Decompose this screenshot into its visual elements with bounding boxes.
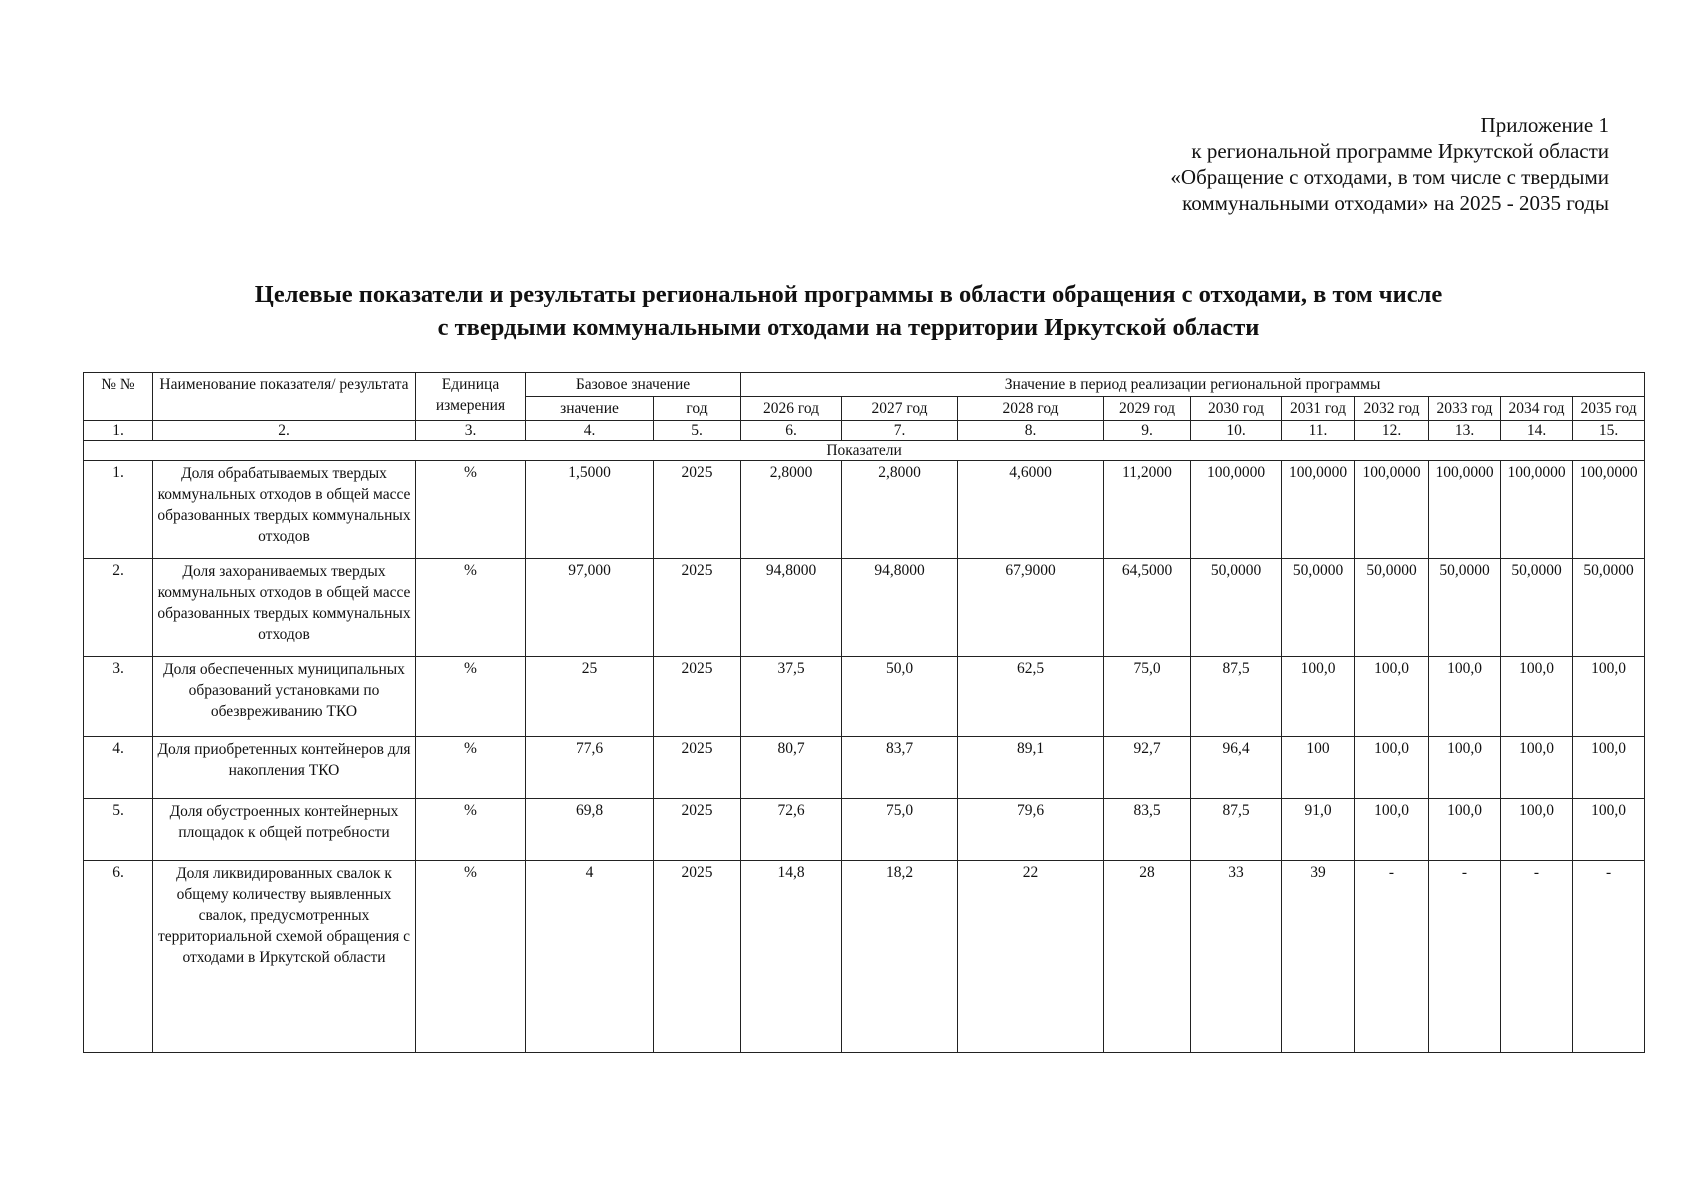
column-number: 15. (1573, 421, 1645, 441)
appendix-line: «Обращение с отходами, в том числе с твердыми (1170, 165, 1609, 189)
row-value: 50,0000 (1191, 559, 1282, 657)
column-number: 10. (1191, 421, 1282, 441)
row-value: 14,8 (741, 861, 842, 1053)
row-value: 100,0000 (1282, 461, 1355, 559)
header-year: 2033 год (1429, 397, 1501, 421)
row-value: 62,5 (958, 657, 1104, 737)
row-base-year: 2025 (654, 461, 741, 559)
section-label: Показатели (84, 441, 1645, 461)
row-value: 4,6000 (958, 461, 1104, 559)
row-value: 100,0000 (1573, 461, 1645, 559)
row-value: 92,7 (1104, 737, 1191, 799)
row-unit: % (416, 461, 526, 559)
header-row-top (84, 373, 1645, 397)
row-value: 80,7 (741, 737, 842, 799)
header-base-year: год (654, 397, 741, 421)
column-number: 2. (153, 421, 416, 441)
row-value: 64,5000 (1104, 559, 1191, 657)
column-number: 1. (84, 421, 153, 441)
column-number: 5. (654, 421, 741, 441)
header-unit: Единица измерения (416, 373, 526, 421)
table-row (84, 559, 1645, 657)
row-value: 39 (1282, 861, 1355, 1053)
header-name: Наименование показателя/ результата (153, 373, 416, 421)
row-value: 91,0 (1282, 799, 1355, 861)
row-base-value: 25 (526, 657, 654, 737)
row-value: 28 (1104, 861, 1191, 1053)
row-num: 4. (84, 737, 153, 799)
row-value: 100,0 (1355, 657, 1429, 737)
row-name: Доля обеспеченных муниципальных образований установками по обезвреживанию ТКО (153, 657, 416, 737)
row-value: 100,0 (1355, 737, 1429, 799)
row-base-year: 2025 (654, 657, 741, 737)
row-value: 75,0 (1104, 657, 1191, 737)
table-row (84, 461, 1645, 559)
row-value: 89,1 (958, 737, 1104, 799)
header-year: 2030 год (1191, 397, 1282, 421)
row-value: 100,0000 (1191, 461, 1282, 559)
row-num: 2. (84, 559, 153, 657)
row-value: 33 (1191, 861, 1282, 1053)
header-base-value: значение (526, 397, 654, 421)
row-base-value: 77,6 (526, 737, 654, 799)
column-number: 13. (1429, 421, 1501, 441)
indicators-table (83, 372, 1645, 1053)
row-base-value: 69,8 (526, 799, 654, 861)
row-value: - (1573, 861, 1645, 1053)
row-value: 100,0 (1429, 737, 1501, 799)
row-value: 67,9000 (958, 559, 1104, 657)
row-value: 100,0 (1573, 657, 1645, 737)
header-base: Базовое значение (526, 373, 741, 397)
row-value: 100,0000 (1355, 461, 1429, 559)
header-year: 2028 год (958, 397, 1104, 421)
row-base-year: 2025 (654, 737, 741, 799)
row-base-year: 2025 (654, 559, 741, 657)
row-value: 50,0000 (1573, 559, 1645, 657)
title-line: с твердыми коммунальными отходами на территории Иркутской области (437, 314, 1260, 341)
row-name: Доля обустроенных контейнерных площадок к общей потребности (153, 799, 416, 861)
appendix-note (1170, 112, 1609, 216)
row-value: 83,5 (1104, 799, 1191, 861)
column-number: 12. (1355, 421, 1429, 441)
row-name: Доля обрабатываемых твердых коммунальных отходов в общей массе образованных твердых коммунальных отходов (153, 461, 416, 559)
row-value: 75,0 (842, 799, 958, 861)
row-num: 1. (84, 461, 153, 559)
row-value: 83,7 (842, 737, 958, 799)
row-unit: % (416, 737, 526, 799)
table-row (84, 861, 1645, 1053)
row-value: - (1355, 861, 1429, 1053)
row-value: 96,4 (1191, 737, 1282, 799)
row-value: 50,0000 (1429, 559, 1501, 657)
row-name: Доля приобретенных контейнеров для накопления ТКО (153, 737, 416, 799)
table-row (84, 799, 1645, 861)
row-value: 100,0 (1501, 737, 1573, 799)
appendix-line: коммунальными отходами» на 2025 - 2035 годы (1182, 191, 1609, 215)
row-value: 100,0 (1282, 657, 1355, 737)
row-value: 100,0 (1501, 657, 1573, 737)
row-base-value: 97,000 (526, 559, 654, 657)
row-value: - (1429, 861, 1501, 1053)
row-base-value: 1,5000 (526, 461, 654, 559)
column-number-row (84, 421, 1645, 441)
row-value: 94,8000 (842, 559, 958, 657)
row-unit: % (416, 799, 526, 861)
row-num: 3. (84, 657, 153, 737)
row-value: 100,0 (1501, 799, 1573, 861)
column-number: 3. (416, 421, 526, 441)
row-value: 11,2000 (1104, 461, 1191, 559)
column-number: 9. (1104, 421, 1191, 441)
column-number: 11. (1282, 421, 1355, 441)
row-name: Доля захораниваемых твердых коммунальных отходов в общей массе образованных твердых коммунальных отходов (153, 559, 416, 657)
document-title (0, 278, 1697, 344)
row-base-value: 4 (526, 861, 654, 1053)
row-value: 50,0 (842, 657, 958, 737)
row-value: 87,5 (1191, 799, 1282, 861)
column-number: 14. (1501, 421, 1573, 441)
row-value: 18,2 (842, 861, 958, 1053)
row-base-year: 2025 (654, 861, 741, 1053)
row-base-year: 2025 (654, 799, 741, 861)
appendix-line: Приложение 1 (1480, 113, 1609, 137)
row-value: 100,0 (1429, 799, 1501, 861)
row-value: 100,0 (1573, 799, 1645, 861)
section-row (84, 441, 1645, 461)
row-value: 100,0 (1355, 799, 1429, 861)
appendix-line: к региональной программе Иркутской области (1191, 139, 1609, 163)
row-value: 100,0000 (1429, 461, 1501, 559)
row-unit: % (416, 657, 526, 737)
row-unit: % (416, 559, 526, 657)
header-year: 2029 год (1104, 397, 1191, 421)
column-number: 6. (741, 421, 842, 441)
row-num: 5. (84, 799, 153, 861)
row-name: Доля ликвидированных свалок к общему количеству выявленных свалок, предусмотренных территориальной схемой обращения с отходами в Иркутской области (153, 861, 416, 1053)
row-value: 2,8000 (741, 461, 842, 559)
row-value: - (1501, 861, 1573, 1053)
header-year: 2027 год (842, 397, 958, 421)
column-number: 4. (526, 421, 654, 441)
row-value: 100,0 (1573, 737, 1645, 799)
header-year: 2034 год (1501, 397, 1573, 421)
row-value: 72,6 (741, 799, 842, 861)
header-year: 2026 год (741, 397, 842, 421)
row-value: 100 (1282, 737, 1355, 799)
row-value: 50,0000 (1355, 559, 1429, 657)
row-value: 50,0000 (1501, 559, 1573, 657)
row-value: 100,0 (1429, 657, 1501, 737)
table-row (84, 657, 1645, 737)
row-value: 79,6 (958, 799, 1104, 861)
header-num: № № (84, 373, 153, 421)
row-value: 100,0000 (1501, 461, 1573, 559)
header-period: Значение в период реализации региональной программы (741, 373, 1645, 397)
column-number: 8. (958, 421, 1104, 441)
row-unit: % (416, 861, 526, 1053)
title-line: Целевые показатели и результаты региональной программы в области обращения с отходами, в том числе (254, 281, 1443, 308)
row-value: 37,5 (741, 657, 842, 737)
header-year: 2035 год (1573, 397, 1645, 421)
row-value: 2,8000 (842, 461, 958, 559)
row-value: 94,8000 (741, 559, 842, 657)
row-value: 22 (958, 861, 1104, 1053)
header-year: 2032 год (1355, 397, 1429, 421)
table-row (84, 737, 1645, 799)
row-value: 50,0000 (1282, 559, 1355, 657)
row-value: 87,5 (1191, 657, 1282, 737)
row-num: 6. (84, 861, 153, 1053)
column-number: 7. (842, 421, 958, 441)
header-year: 2031 год (1282, 397, 1355, 421)
